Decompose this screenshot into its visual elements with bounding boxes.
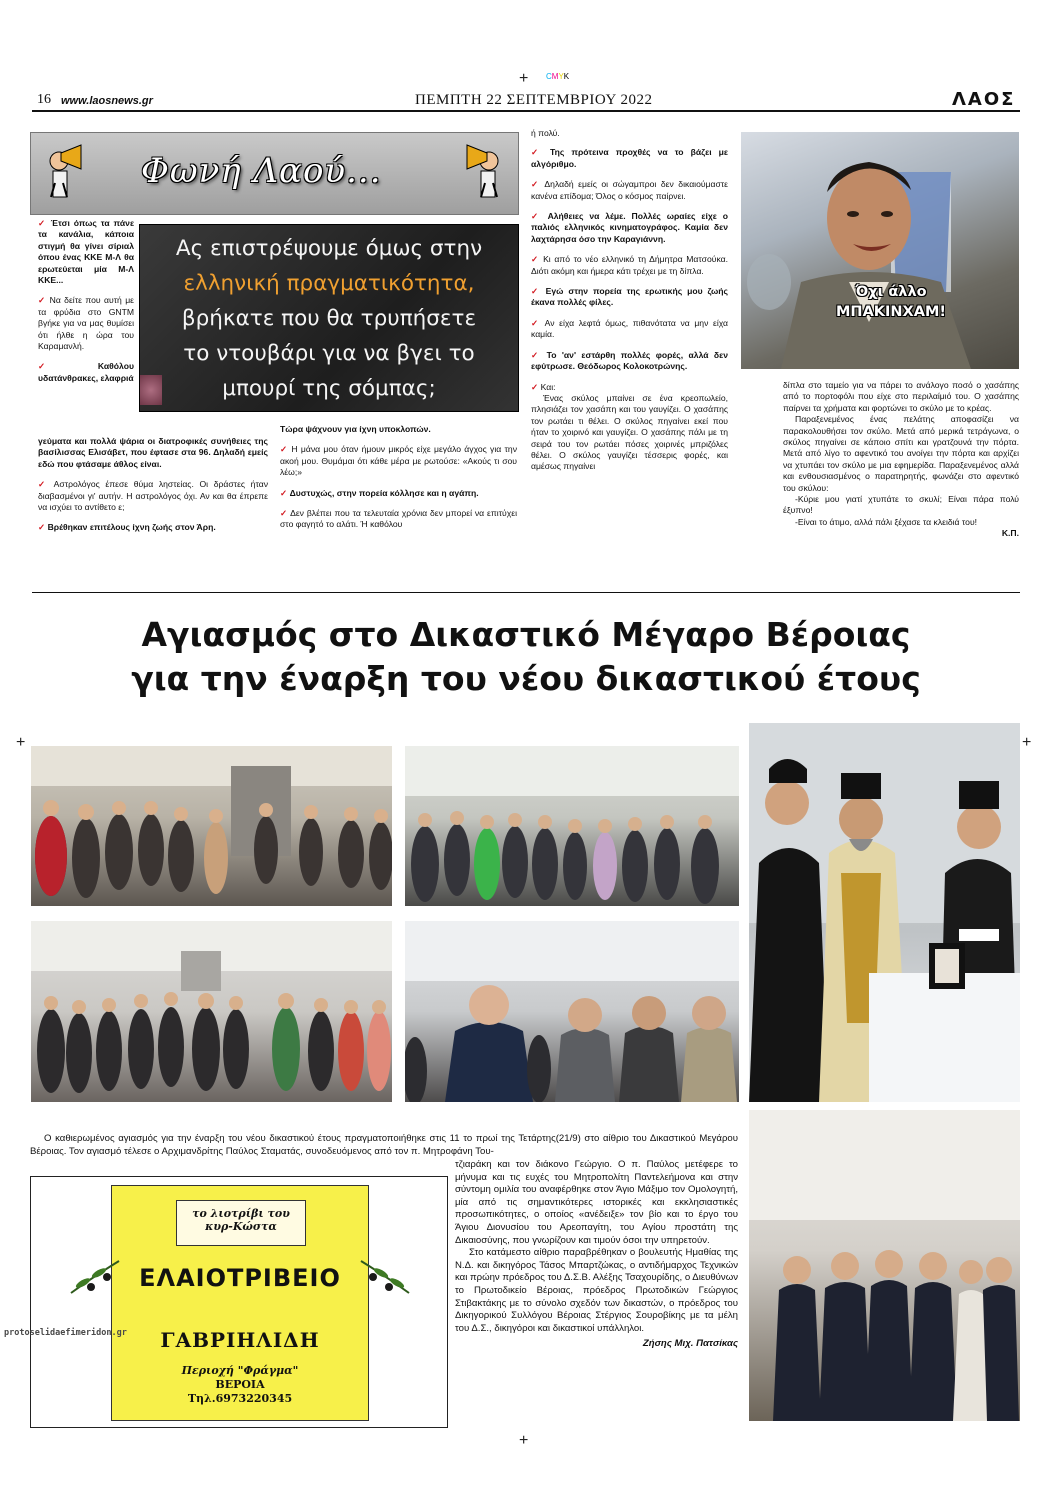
article-body <box>455 1159 738 1351</box>
col1-item-2: Να δείτε που αυτή με τα φρύδια στο GNTM βγήκε για να μας θυμίσει ότι ήλθε η ώρα του Καραμανλή. <box>38 295 135 352</box>
col3-item-5: Εγώ στην πορεία της ερωτικής μου ζωής έκανα πολλές φίλες. <box>531 286 728 308</box>
photo-group <box>749 1110 1020 1421</box>
check-icon: ✓ <box>531 317 541 328</box>
column-4 <box>783 380 1019 540</box>
cmyk-k: K <box>563 72 570 81</box>
col4-signature: Κ.Π. <box>1001 528 1019 539</box>
check-icon: ✓ <box>531 211 542 222</box>
col4-item-1: δίπλα στο ταμείο για να πάρει το ανάλογο ποσό ο χασάπης από το πορτοφόλι που είχε στο περιλαίμιό του. Ο χασάπης παίρνει τα χρήματα και φορτώνει το σκύλο με το κρέας. <box>783 380 1019 413</box>
flower-decoration <box>140 375 162 405</box>
col3-item-3: Αλήθειες να λέμε. Πολλές ωραίες είχε ο παλιός ελληνικός κινηματογράφος. Καμία δεν λαχτάρησα όσο την Καραγιάννη. <box>531 211 729 244</box>
photo-ceremony-3 <box>31 921 392 1102</box>
photo-priests <box>749 723 1020 1102</box>
check-icon: ✓ <box>531 179 541 190</box>
cmyk-y: Y <box>558 72 564 81</box>
check-icon: ✓ <box>280 508 288 519</box>
issue-date: ΠΕΜΠΤΗ 22 ΣΕΠΤΕΜΒΡΙΟΥ 2022 <box>415 92 653 108</box>
website-url: www.laosnews.gr <box>61 95 153 107</box>
cmyk-m: M <box>551 72 559 81</box>
check-icon: ✓ <box>531 381 539 392</box>
column-1-top <box>38 218 134 384</box>
registration-mark: + <box>16 734 26 751</box>
col1-item-4: Αστρολόγος έπεσε θύμα ληστείας. Οι δράστες ήταν διαβασμένοι γι' αυτήν. Η αστρολόγος όχι. Αν και θα έπρεπε να ισχύει το αντίθετο ε; <box>38 479 269 513</box>
ad-tagline-2: κυρ-Κώστα <box>205 1220 277 1233</box>
meme-caption-1: Όχι άλλο <box>855 284 927 300</box>
ad-phone: Τηλ.6973220345 <box>187 1392 293 1405</box>
column-title: Φωνή Λαού... <box>141 151 382 191</box>
check-icon: ✓ <box>531 286 541 297</box>
col2-item-2: Η μάνα μου όταν ήμουν μικρός είχε μεγάλο άγχος για την ακοή μου. Θυμάμαι ότι κάθε μέρα με ρωτούσε: «Ακούς τι σου λέω;» <box>280 444 517 478</box>
col1-item-1: Έτσι όπως τα πάνε τα κανάλια, κάποια στιγμή θα γίνει σίριαλ όπου ένας ΚΚΕ Μ-Λ θα ερωτεύεται μία Μ-Λ ΚΚΕ... <box>38 218 135 286</box>
check-icon: ✓ <box>531 349 542 360</box>
headline-line-2: για την έναρξη του νέου δικαστικού έτους <box>131 659 921 698</box>
photo-officials <box>405 921 739 1102</box>
col4-item-4: -Είναι το άτιμο, αλλά πάλι ξέχασε τα κλειδιά του! <box>795 516 978 527</box>
meme-illustration <box>741 132 1019 369</box>
olive-branch-left-icon <box>67 1257 123 1297</box>
meme-caption-2: ΜΠΑΚΙΝΧΑΜ! <box>836 304 946 320</box>
check-icon: ✓ <box>280 487 288 498</box>
col1-item-5: Βρέθηκαν επιτέλους ίχνη ζωής στον Άρη. <box>47 522 216 533</box>
cmyk-marks <box>546 72 569 81</box>
ad-tagline-box <box>176 1200 306 1246</box>
quote-line-2: ελληνική πραγματικότητα, <box>183 271 475 296</box>
quote-box <box>139 224 519 412</box>
photo-5-illustration <box>405 921 739 1102</box>
col3-item-6: Αν είχα λεφτά όμως, πιθανότατα να μην είχα καμία. <box>531 317 729 340</box>
check-icon: ✓ <box>38 479 49 490</box>
photo-ceremony-2 <box>405 746 739 906</box>
column-banner <box>30 132 519 215</box>
headline-line-1: Αγιασμός στο Δικαστικό Μέγαρο Βέροιας <box>141 615 911 654</box>
check-icon: ✓ <box>531 254 540 265</box>
photo-3-illustration <box>749 723 1020 1102</box>
ad-title: ΕΛΑΙΟΤΡΙΒΕΙΟ <box>139 1264 341 1292</box>
col4-item-3: -Κύριε μου γιατί χτυπάτε το σκυλί; Είναι πάρα πολύ έξυπνο! <box>783 494 1019 516</box>
col2-item-1: Τώρα ψάχνουν για ίχνη υποκλοπών. <box>280 424 431 434</box>
ad-name: ΓΑΒΡΙΗΛΙΔΗ <box>160 1328 320 1352</box>
photo-4-illustration <box>31 921 392 1102</box>
megaphone-left-icon <box>37 143 85 201</box>
meme-image <box>741 132 1019 369</box>
col3-item-0: ή πολύ. <box>531 128 560 138</box>
article-headline <box>40 613 1012 701</box>
photo-2-illustration <box>405 746 739 906</box>
ad-panel <box>111 1185 369 1421</box>
column-2 <box>280 424 517 540</box>
registration-mark: + <box>519 1432 529 1449</box>
col3-item-1: Της πρότεινα προχθές να το βάζει με αλγόριθμο. <box>531 147 728 169</box>
registration-mark: + <box>1022 734 1032 751</box>
registration-mark: + <box>519 70 529 87</box>
article-lead <box>30 1133 738 1158</box>
quote-line-5: μπουρί της σόμπας; <box>222 376 436 401</box>
check-icon: ✓ <box>38 361 71 372</box>
col3-item-4: Κι από το νέο ελληνικό τη Δήμητρα Ματσούκα. Διότι ακόμη και ήμερα κάτι τρέχει με τη δίπλα. <box>531 254 728 276</box>
col3-item-8: Και: <box>540 381 556 392</box>
watermark: protoselidaefimeridon.gr <box>4 1328 127 1338</box>
ad-tagline-1: το λιοτρίβι του <box>192 1207 290 1220</box>
col4-item-2: Παραξενεμένος ένας πελάτης αποφασίζει να παρακολουθήσει τον σκύλο. Μετά από μερικά τετράγωνα, ο σκύλος πηγαίνει σε κάποιο σπίτι και γρατζουνά την πόρτα. Μετά από λίγο το αφεντικό του ανοίγει την πόρτα και αρχίζει να χτυπάει τον σκύλο με μια εφημερίδα. Παραξενεμένος αλλά και ενθουσιασμένος ο παρατηρητής, φωνάζει στο αφεντικό του σκύλου: <box>783 414 1019 493</box>
column-1-bottom <box>38 436 268 543</box>
article-body-p2: Στο κατάμεστο αίθριο παραβρέθηκαν ο βουλευτής Ημαθίας της Ν.Δ. και δικηγόρος Τάσος Μπαρτζώκας, ο αντιδήμαρχος Τεχνικών και πρώην πρόεδρος του Δ.Σ.Β. Αλέξης Τσαχουρίδης, ο Διευθύνων το Πρωτοδικείο Βέροιας, πρόεδρος Πρωτοδικών Γεώργιος Στιβακτάκης με το σύνολο σχεδόν των δικαστών, ο πρόεδρος του Δικηγορικού Συλλόγου Βέροιας Στέργιος Σουροβίκης με τα μέλη του Δ.Σ., δικηγόροι και δικαστικοί υπάλληλοι. <box>455 1247 739 1334</box>
photo-6-illustration <box>749 1110 1020 1421</box>
check-icon: ✓ <box>280 444 289 455</box>
col3-item-9: Ένας σκύλος μπαίνει σε ένα κρεοπωλείο, πλησιάζει τον χασάπη και του γαυγίζει. Ο χασάπης τον ρωτάει τι θέλει. Ο σκύλος πηγαίνει εκεί που ήταν το χοιρινό και γαυγίζει. Ο χασάπης πάλι με τη σειρά του τον ρωτάει πόσες χοιρινές μπριζόλες θέλει. Ο σκύλος γαυγίζει τέσσερις φορές, και αμέσως πηγαίνει <box>531 392 728 472</box>
ad-area: Περιοχή "Φράγμα" <box>181 1364 299 1377</box>
check-icon: ✓ <box>38 295 47 306</box>
megaphone-right-icon <box>463 143 511 201</box>
check-icon: ✓ <box>38 522 46 533</box>
check-icon: ✓ <box>38 218 47 228</box>
photo-ceremony-1 <box>31 746 392 906</box>
header-rule <box>32 110 1020 112</box>
section-rule <box>32 592 1020 593</box>
quote-line-4: το ντουβάρι για να βγει το <box>183 341 475 366</box>
col3-item-7: Το 'αν' εστάρθη πολλές φορές, αλλά δεν εφύτρωσε. Θεόδωρος Κολοκοτρώνης. <box>531 349 728 372</box>
advertisement[interactable] <box>30 1176 448 1428</box>
check-icon: ✓ <box>531 147 543 158</box>
ad-city: ΒΕΡΟΙΑ <box>215 1378 265 1391</box>
page-number: 16 <box>37 92 51 107</box>
col3-item-2: Δηλαδή εμείς οι σώγαμπροι δεν δικαιούμαστε κανένα επίδομα; Όλος ο κόσμος παίρνει. <box>531 179 728 201</box>
quote-line-3: βρήκατε που θα τρυπήσετε <box>181 306 477 331</box>
col2-item-4: Δεν βλέπει που τα τελευταία χρόνια δεν μπορεί να επιτύχει στο φαγητό το αλάτι. Ή καθόλου <box>280 508 518 530</box>
article-author: Ζήσης Μιχ. Πατσίκας <box>642 1338 738 1350</box>
olive-branch-right-icon <box>357 1257 413 1297</box>
quote-text <box>140 231 518 406</box>
newspaper-logo: ΛΑΟΣ <box>952 89 1016 110</box>
col1-item-3a: Καθόλου υδατάνθρακες, ελαφριά <box>38 361 134 383</box>
cmyk-c: C <box>546 72 552 81</box>
col1-item-3b: γεύματα και πολλά ψάρια οι διατροφικές συνήθειες της βασίλισσας Ελισάβετ, που έφτασε στα 96. Δηλαδή εμείς εδώ που φτάσαμε άθλος είναι. <box>38 436 268 469</box>
article-body-p1: τζιαράκη και τον διάκονο Γεώργιο. Ο π. Παύλος μετέφερε το μήνυμα και τις ευχές του Μητροπολίτη Παντελεήμονα και στην σύντομη ομιλία του αναφέρθηκε στον Άγιο Μάξιμο τον Ομολογητή, μία από τις σημαντικότερες ιστορικές και εκκλησιαστικές προσωπικότητες, ο οποίος «ανέδειξε» τον βίο και το έργο του Άγιου Διονυσίου του Αρεοπαγίτη, του Αγίου προστάτη της Δικαιοσύνης, που γνωρίζουν και τιμούν όσοι την υπηρετούν. <box>455 1159 738 1246</box>
photo-1-illustration <box>31 746 392 906</box>
article-lead-text: Ο καθιερωμένος αγιασμός για την έναρξη του νέου δικαστικού έτους πραγματοποιήθηκε στις 11 το πρωί της Τετάρτης(21/9) στο αίθριο του Δικαστικού Μεγάρου Βέροιας. Τον αγιασμό τέλεσε ο Αρχιμανδρίτης Παύλος Σταματάς, συνοδευόμενος από τον π. Μητροφάνη Του- <box>30 1133 738 1157</box>
col2-item-3: Δυστυχώς, στην πορεία κόλλησε και η αγάπη. <box>289 487 479 498</box>
column-3 <box>531 128 728 482</box>
quote-line-1: Ας επιστρέψουμε όμως στην <box>175 236 483 261</box>
